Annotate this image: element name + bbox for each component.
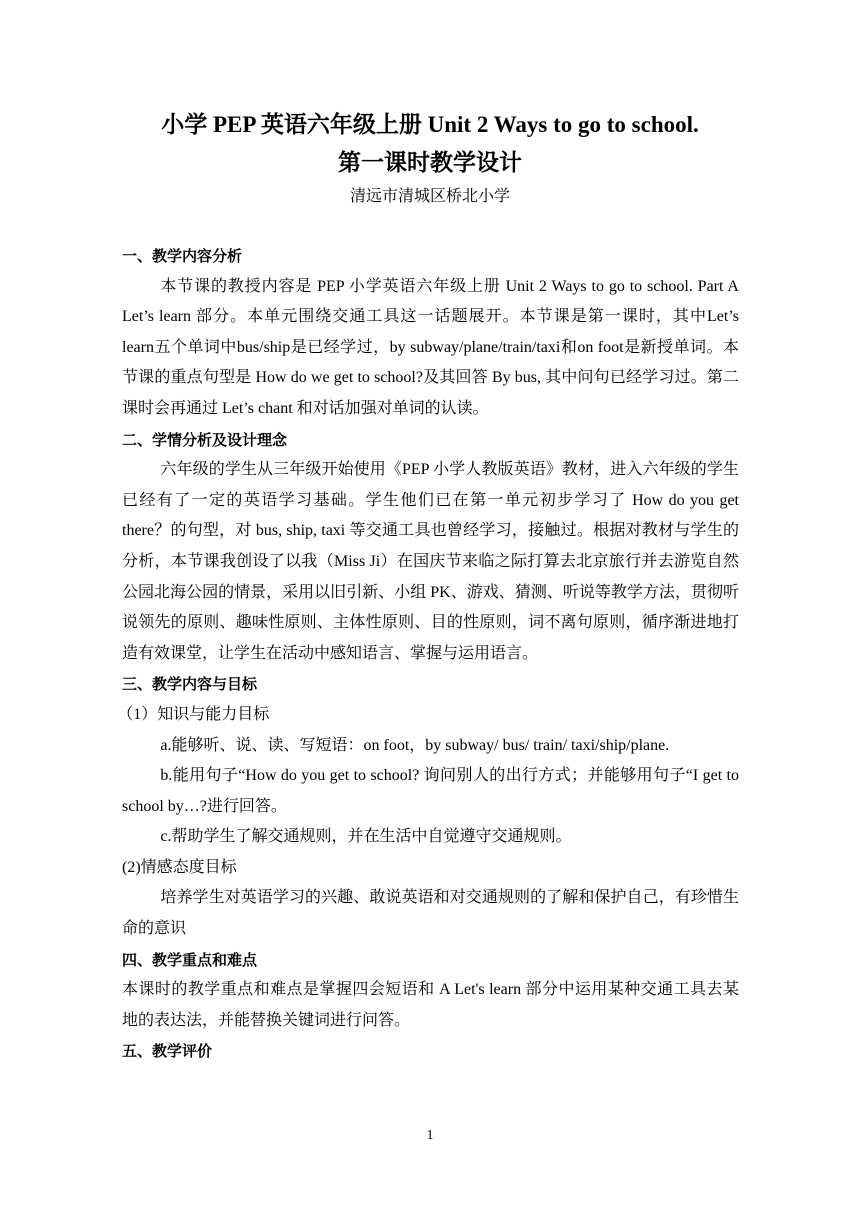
section-heading: 二、学情分析及设计理念 bbox=[122, 430, 288, 449]
section-heading: 五、教学评价 bbox=[122, 1042, 213, 1061]
section-heading: 一、教学内容分析 bbox=[122, 247, 243, 265]
paragraph: 培养学生对英语学习的兴趣、敢说英语和对交通规则的了解和保护自己，有珍惜生命的意识 bbox=[122, 889, 739, 938]
school-name: 清远市清城区桥北小学 bbox=[349, 188, 510, 205]
section-heading: 四、教学重点和难点 bbox=[122, 950, 258, 969]
document-body bbox=[117, 241, 739, 1067]
list-item: c.帮助学生了解交通规则，并在生活中自觉遵守交通规则。 bbox=[160, 828, 572, 846]
list-item: a.能够听、说、读、写短语：on foot，by subway/ bus/ train/ taxi/ship/plane. bbox=[160, 736, 670, 754]
page-number: 1 bbox=[426, 1128, 434, 1143]
document-title: 小学 PEP 英语六年级上册 Unit 2 Ways to go to school. bbox=[161, 112, 699, 137]
paragraph: 六年级的学生从三年级开始使用《PEP 小学人教版英语》教材，进入六年级的学生已经有了一定的英语学习基础。学生他们已在第一单元初步学习了 How do you get there？的句型，对 bus, ship, taxi 等交通工具也曾经学习，接触过。根据对教材与学生的分析，本节课我创设了以我（Miss Ji）在国庆节来临之际打算去北京旅行并去游览自然公园北海公园的情景，采用以旧引新、小组 PK、游戏、猜测、听说等教学方法，贯彻听说领先的原则、趣味性原则、主体性原则、目的性原则，词不离句原则，循序渐进地打造有效课堂，让学生在活动中感知语言、掌握与运用语言。 bbox=[122, 461, 739, 662]
paragraph: 本节课的教授内容是 PEP 小学英语六年级上册 Unit 2 Ways to go to school. Part A Let’s learn 部分。本单元围绕交通工具这一话题展开。本节课是第一课时，其中Let’s learn五个单词中bus/ship是已经学过，by subway/plane/train/taxi和on foot是新授单词。本节课的重点句型是 How do we get to school?及其回答 By bus, 其中问句已经学习过。第二课时会再通过 Let’s chant 和对话加强对单词的认读。 bbox=[122, 277, 739, 417]
paragraph: 本课时的教学重点和难点是掌握四会短语和 A Let's learn 部分中运用某种交通工具去某地的表达法，并能替换关键词进行问答。 bbox=[122, 981, 739, 1029]
section-heading: 三、教学内容与目标 bbox=[122, 675, 258, 694]
subsection-heading: (2)情感态度目标 bbox=[122, 858, 237, 876]
subsection-heading: （1）知识与能力目标 bbox=[117, 705, 270, 723]
document-subtitle: 第一课时教学设计 bbox=[338, 150, 522, 175]
list-item: b.能用句子“How do you get to school? 询问别人的出行方式；并能够用句子“I get to school by…?进行回答。 bbox=[122, 767, 739, 815]
